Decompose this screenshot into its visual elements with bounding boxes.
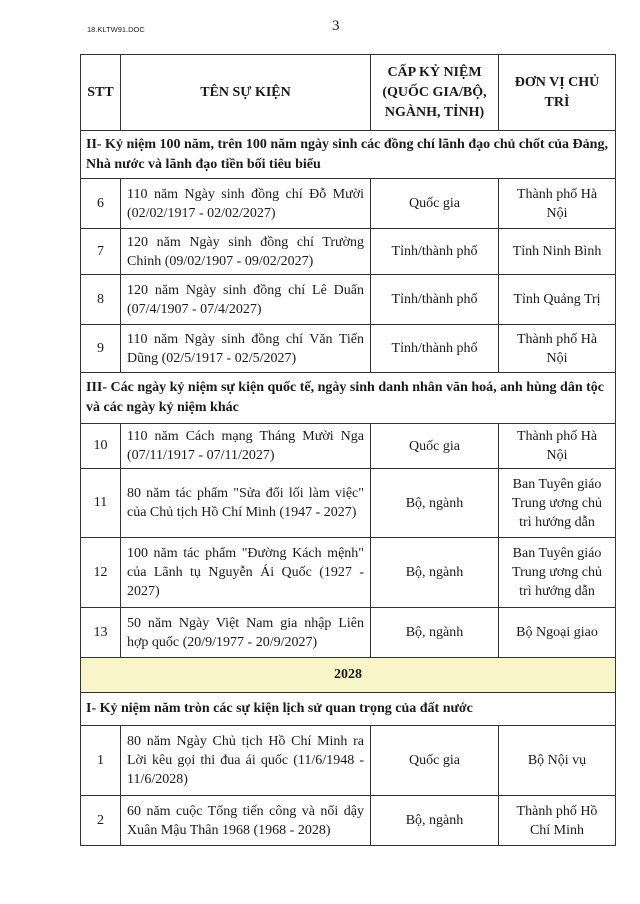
header-stt: STT [81, 55, 121, 131]
row-unit: Ban Tuyên giáo Trung ương chủ trì hướng dẫn [499, 538, 616, 608]
row-event: 60 năm cuộc Tổng tiến công và nổi dậy Xuân Mậu Thân 1968 (1968 - 2028) [121, 796, 371, 846]
row-event: 110 năm Cách mạng Tháng Mười Nga (07/11/1917 - 07/11/2027) [121, 424, 371, 469]
row-level: Quốc gia [371, 726, 499, 796]
table-row [81, 538, 616, 608]
table-row [81, 608, 616, 658]
section-row [81, 131, 616, 179]
row-event: 120 năm Ngày sinh đồng chí Lê Duẩn (07/4/1907 - 07/4/2027) [121, 275, 371, 325]
file-tag: 18.KLTW91.DOC [87, 25, 145, 34]
table-row [81, 796, 616, 846]
row-stt: 7 [81, 229, 121, 275]
row-event: 110 năm Ngày sinh đồng chí Văn Tiến Dũng (02/5/1917 - 02/5/2027) [121, 325, 371, 373]
row-level: Bộ, ngành [371, 469, 499, 538]
table-row [81, 469, 616, 538]
year-heading: 2028 [81, 658, 616, 693]
row-level: Bộ, ngành [371, 796, 499, 846]
header-event: TÊN SỰ KIỆN [121, 55, 371, 131]
row-unit: Thành phố Hà Nội [499, 325, 616, 373]
row-stt: 1 [81, 726, 121, 796]
row-event: 80 năm tác phẩm "Sửa đổi lối làm việc" của Chủ tịch Hồ Chí Minh (1947 - 2027) [121, 469, 371, 538]
section-heading: III- Các ngày kỷ niệm sự kiện quốc tế, ngày sinh danh nhân văn hoá, anh hùng dân tộc và các ngày kỷ niệm khác [81, 373, 616, 424]
table-row [81, 325, 616, 373]
row-unit: Bộ Ngoại giao [499, 608, 616, 658]
row-stt: 13 [81, 608, 121, 658]
row-stt: 8 [81, 275, 121, 325]
row-stt: 12 [81, 538, 121, 608]
row-unit: Thành phố Hồ Chí Minh [499, 796, 616, 846]
table-row [81, 726, 616, 796]
row-event: 110 năm Ngày sinh đồng chí Đỗ Mười (02/02/1917 - 02/02/2027) [121, 179, 371, 229]
section-heading: II- Kỷ niệm 100 năm, trên 100 năm ngày sinh các đồng chí lãnh đạo chủ chốt của Đảng, Nhà nước và lãnh đạo tiền bối tiêu biểu [81, 131, 616, 179]
row-unit: Thành phố Hà Nội [499, 424, 616, 469]
row-unit: Tỉnh Ninh Bình [499, 229, 616, 275]
row-unit: Thành phố Hà Nội [499, 179, 616, 229]
section-heading: I- Kỷ niệm năm tròn các sự kiện lịch sử quan trọng của đất nước [81, 693, 616, 726]
year-row [81, 658, 616, 693]
row-event: 120 năm Ngày sinh đồng chí Trường Chinh (09/02/1907 - 09/02/2027) [121, 229, 371, 275]
row-unit: Bộ Nội vụ [499, 726, 616, 796]
table-row [81, 179, 616, 229]
section-row [81, 693, 616, 726]
row-level: Bộ, ngành [371, 538, 499, 608]
row-unit: Ban Tuyên giáo Trung ương chủ trì hướng dẫn [499, 469, 616, 538]
row-event: 100 năm tác phẩm "Đường Kách mệnh" của Lãnh tụ Nguyễn Ái Quốc (1927 - 2027) [121, 538, 371, 608]
section-row [81, 373, 616, 424]
row-stt: 10 [81, 424, 121, 469]
table-row [81, 275, 616, 325]
table-row [81, 424, 616, 469]
row-level: Tỉnh/thành phố [371, 275, 499, 325]
header-unit: ĐƠN VỊ CHỦ TRÌ [499, 55, 616, 131]
row-stt: 9 [81, 325, 121, 373]
row-level: Quốc gia [371, 424, 499, 469]
row-stt: 11 [81, 469, 121, 538]
table-row [81, 229, 616, 275]
table-header-row [81, 55, 616, 131]
row-unit: Tỉnh Quảng Trị [499, 275, 616, 325]
row-level: Tỉnh/thành phố [371, 325, 499, 373]
row-event: 50 năm Ngày Việt Nam gia nhập Liên hợp quốc (20/9/1977 - 20/9/2027) [121, 608, 371, 658]
row-stt: 6 [81, 179, 121, 229]
page-number: 3 [332, 18, 340, 34]
row-level: Bộ, ngành [371, 608, 499, 658]
header-level: CẤP KỶ NIỆM (QUỐC GIA/BỘ, NGÀNH, TỈNH) [371, 55, 499, 131]
events-table [80, 54, 616, 846]
row-stt: 2 [81, 796, 121, 846]
row-level: Quốc gia [371, 179, 499, 229]
row-event: 80 năm Ngày Chủ tịch Hồ Chí Minh ra Lời kêu gọi thi đua ái quốc (11/6/1948 - 11/6/2028) [121, 726, 371, 796]
row-level: Tỉnh/thành phố [371, 229, 499, 275]
